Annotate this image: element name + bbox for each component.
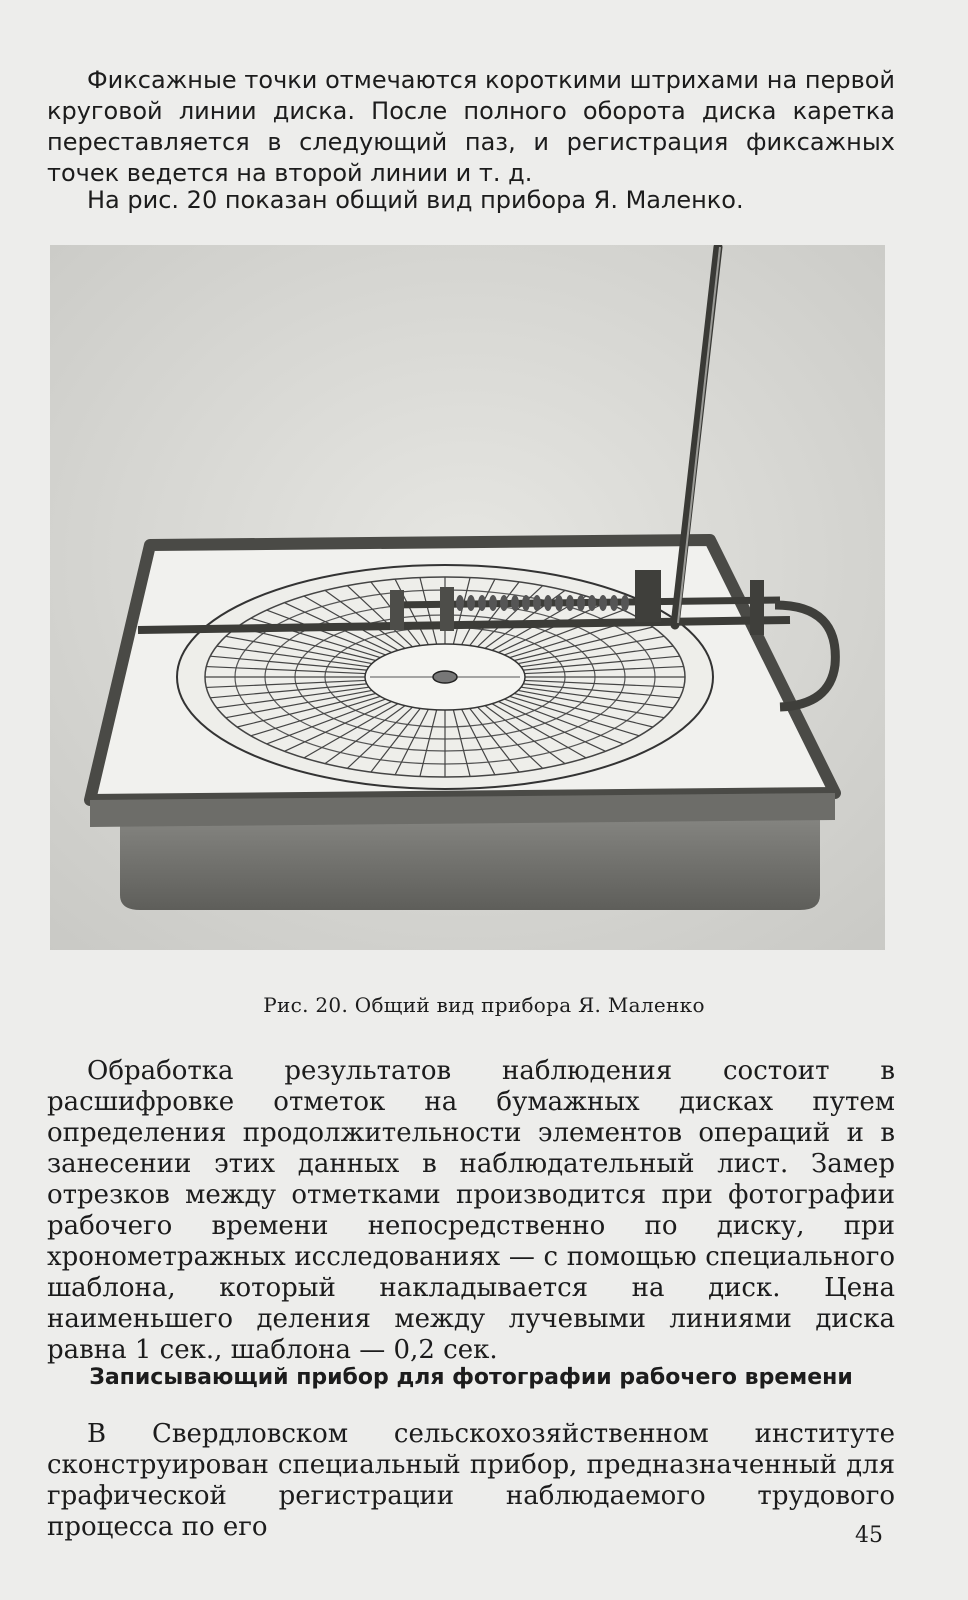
paragraph-text: Обработка результатов наблюдения состоит в расшифровке отметок на бумажных дисках путем определения продолжительности элементов операций и в занесении этих данных в наблюдательный лист. Замер отрезков между отметками производится при фотографии рабочего времени непосредственно по диску, при хронометражных исследованиях — с помощью специального шаблона, который накладывается на диск. Цена наименьшего деления между лучевыми линиями диска равна 1 сек., шаблона — 0,2 сек. — [47, 1056, 895, 1365]
figure-device-photo — [50, 245, 885, 950]
spring-coil — [511, 595, 519, 611]
spring-coil — [467, 595, 475, 611]
spring-coil — [544, 595, 552, 611]
spring-coil — [588, 595, 596, 611]
page-number: 45 — [855, 1523, 883, 1548]
paragraph-text: В Свердловском сельскохозяйственном институте сконструирован специальный прибор, предназначенный для графической регистрации наблюдаемого трудового процесса по его — [47, 1419, 895, 1542]
spring-coil — [533, 595, 541, 611]
paragraph-text: Фиксажные точки отмечаются короткими штрихами на первой круговой линии диска. После полного оборота диска каретка переставляется в следующий паз, и регистрация фиксажных точек ведется на второй линии и т. д. — [47, 66, 895, 187]
device-illustration — [50, 245, 885, 950]
spring-coil — [456, 595, 464, 611]
paragraph-fixing-points — [47, 65, 895, 189]
paragraph-sverdlovsk-device — [47, 1419, 895, 1543]
spring-coil — [566, 595, 574, 611]
paragraph-text: На рис. 20 показан общий вид прибора Я. Маленко. — [87, 186, 744, 214]
spring-coil — [500, 595, 508, 611]
figure-caption: Рис. 20. Общий вид прибора Я. Маленко — [263, 993, 705, 1017]
spring-coil — [621, 595, 629, 611]
spring-coil — [599, 595, 607, 611]
spring-coil — [577, 595, 585, 611]
paragraph-processing-results — [47, 1056, 895, 1366]
spring-coil — [478, 595, 486, 611]
spring-coil — [522, 595, 530, 611]
section-heading: Записывающий прибор для фотографии рабочего времени — [89, 1365, 853, 1390]
spring-coil — [610, 595, 618, 611]
spring-coil — [489, 595, 497, 611]
paragraph-figure-reference — [47, 185, 895, 216]
spring-coil — [555, 595, 563, 611]
